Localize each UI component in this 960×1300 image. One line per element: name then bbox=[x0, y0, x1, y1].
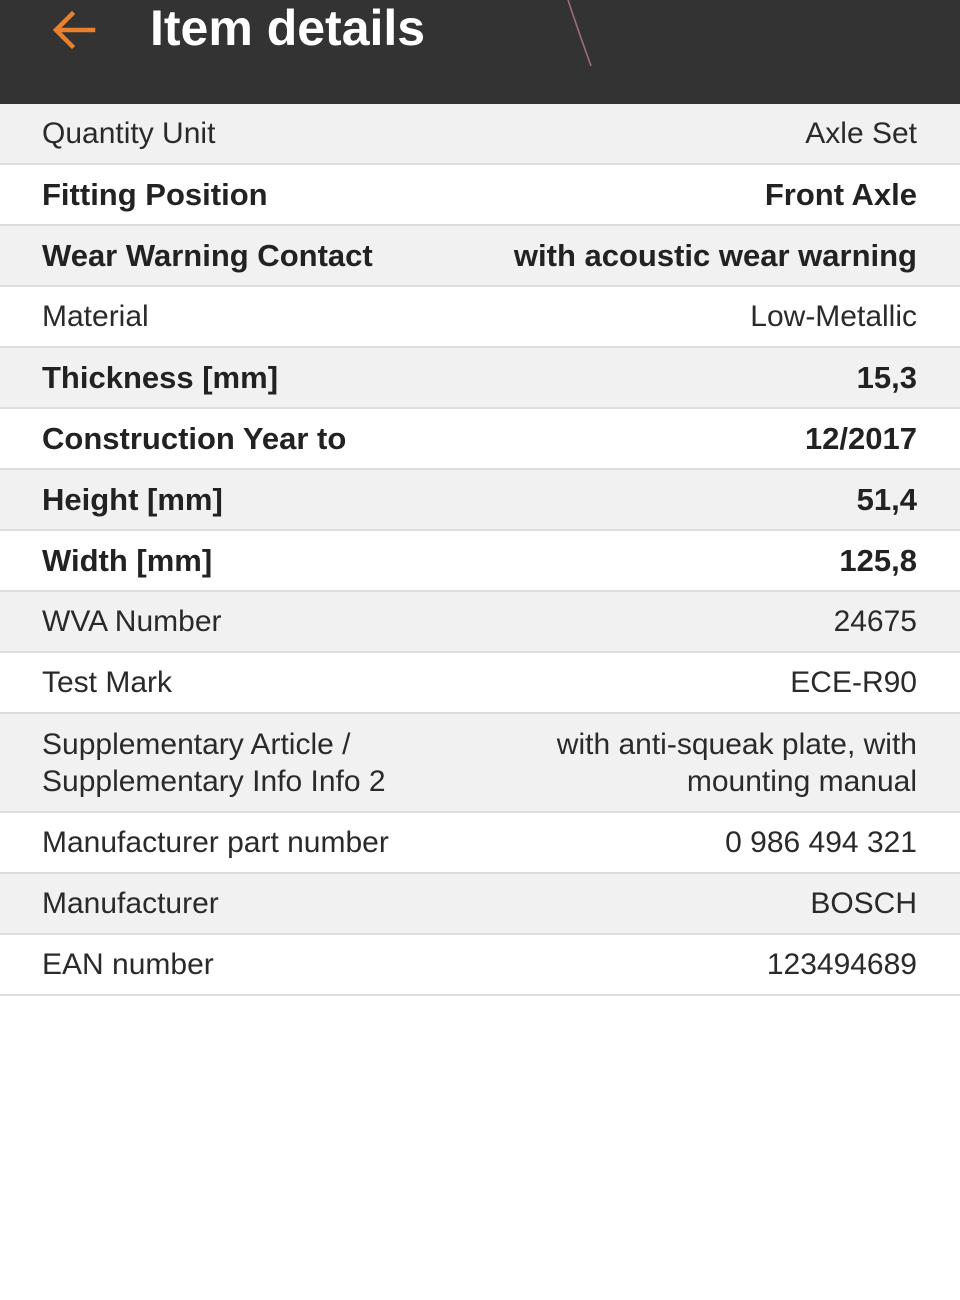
app-bar bbox=[0, 0, 960, 104]
detail-row-material bbox=[0, 287, 960, 348]
detail-label: WVA Number bbox=[42, 605, 222, 638]
detail-label: Construction Year to bbox=[42, 421, 347, 456]
detail-row-width bbox=[0, 531, 960, 592]
detail-label: Supplementary Article / Supplementary Info Info 2 bbox=[42, 727, 386, 798]
detail-label: Quantity Unit bbox=[42, 117, 216, 150]
detail-label: Thickness [mm] bbox=[42, 360, 279, 395]
detail-row-manufacturer bbox=[0, 874, 960, 935]
detail-value: 123494689 bbox=[766, 948, 917, 981]
detail-label: Height [mm] bbox=[42, 482, 223, 517]
detail-row-quantity-unit bbox=[0, 104, 960, 165]
details-list bbox=[0, 104, 960, 996]
detail-label: Manufacturer part number bbox=[42, 826, 389, 859]
detail-label: Wear Warning Contact bbox=[42, 238, 373, 273]
detail-row-supplementary-article bbox=[0, 714, 960, 813]
detail-label: Material bbox=[42, 300, 149, 333]
detail-label: Test Mark bbox=[42, 666, 173, 699]
detail-value: 12/2017 bbox=[804, 421, 917, 456]
detail-label: Width [mm] bbox=[42, 543, 213, 578]
detail-row-ean-number bbox=[0, 935, 960, 996]
detail-row-wva-number bbox=[0, 592, 960, 653]
detail-row-thickness bbox=[0, 348, 960, 409]
page-title: Item details bbox=[150, 0, 426, 56]
detail-row-construction-year-to bbox=[0, 409, 960, 470]
detail-row-height bbox=[0, 470, 960, 531]
detail-value: 125,8 bbox=[839, 543, 917, 578]
detail-label: Fitting Position bbox=[42, 177, 268, 212]
detail-value: 0 986 494 321 bbox=[725, 826, 917, 859]
detail-row-test-mark bbox=[0, 653, 960, 714]
detail-row-fitting-position bbox=[0, 165, 960, 226]
detail-value: with anti-squeak plate, with mounting manual bbox=[556, 727, 917, 798]
detail-row-manufacturer-part-number bbox=[0, 813, 960, 874]
detail-label: EAN number bbox=[42, 948, 214, 981]
detail-label: Manufacturer bbox=[42, 887, 219, 920]
detail-value: 24675 bbox=[833, 605, 917, 638]
back-button[interactable] bbox=[44, 2, 104, 58]
detail-value: Axle Set bbox=[805, 117, 917, 150]
screen-scratch bbox=[560, 0, 600, 70]
detail-value: 15,3 bbox=[856, 360, 917, 395]
detail-value: 51,4 bbox=[856, 482, 917, 517]
detail-row-wear-warning-contact bbox=[0, 226, 960, 287]
detail-value: with acoustic wear warning bbox=[513, 238, 917, 273]
detail-value: ECE-R90 bbox=[790, 666, 917, 699]
detail-value: Front Axle bbox=[764, 177, 917, 212]
detail-value: Low-Metallic bbox=[750, 300, 917, 333]
detail-value: BOSCH bbox=[810, 887, 917, 920]
arrow-left-icon bbox=[51, 10, 97, 50]
